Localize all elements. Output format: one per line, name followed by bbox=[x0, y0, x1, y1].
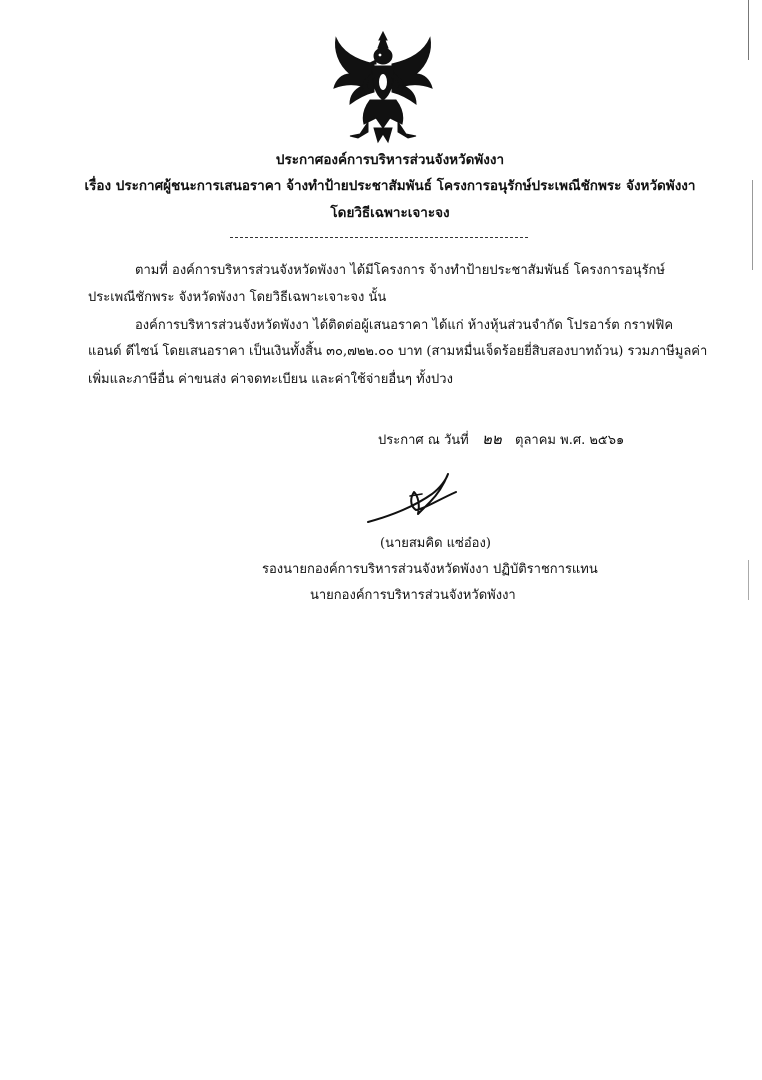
paragraph-1-line-1: ตามที่ องค์การบริหารส่วนจังหวัดพังงา ได้มีโครงการ จ้างทำป้ายประชาสัมพันธ์ โครงการอนุรักษ์ bbox=[135, 263, 665, 278]
paragraph-2-line-1: องค์การบริหารส่วนจังหวัดพังงา ได้ติดต่อผู้เสนอราคา ได้แก่ ห้างหุ้นส่วนจำกัด โปรอาร์ต กราฟฟิค bbox=[135, 318, 674, 333]
paragraph-2-line-3: เพิ่มและภาษีอื่น ค่าขนส่ง ค่าจดทะเบียน และค่าใช้จ่ายอื่นๆ ทั้งปวง bbox=[88, 372, 453, 387]
announcement-issuer: ประกาศองค์การบริหารส่วนจังหวัดพังงา bbox=[275, 152, 505, 168]
garuda-emblem-icon bbox=[328, 30, 438, 145]
paragraph-1-line-2: ประเพณีชักพระ จังหวัดพังงา โดยวิธีเฉพาะเจาะจง นั้น bbox=[88, 290, 387, 305]
paragraph-2-line-2: แอนด์ ดีไซน์ โดยเสนอราคา เป็นเงินทั้งสิ้น ๓๐,๗๒๒.๐๐ บาท (สามหมื่นเจ็ดร้อยยี่สิบสองบาทถ้วน) รวมภาษีมูลค่า bbox=[88, 344, 708, 359]
announcement-date bbox=[378, 430, 624, 450]
announcement-subject: เรื่อง ประกาศผู้ชนะการเสนอราคา จ้างทำป้ายประชาสัมพันธ์ โครงการอนุรักษ์ประเพณีชักพระ จังหวัดพังงา bbox=[84, 178, 696, 194]
signatory-title-on-behalf: นายกองค์การบริหารส่วนจังหวัดพังงา bbox=[310, 588, 516, 603]
date-prefix: ประกาศ ณ วันที่ bbox=[378, 433, 469, 448]
signatory-name: (นายสมคิด แซ่อ๋อง) bbox=[380, 536, 491, 551]
header-divider bbox=[230, 237, 528, 238]
scan-edge-mark bbox=[748, 0, 749, 60]
date-suffix: ตุลาคม พ.ศ. ๒๕๖๑ bbox=[515, 433, 625, 448]
handwritten-signature-icon bbox=[360, 470, 470, 530]
scan-edge-mark bbox=[748, 560, 749, 600]
scan-edge-mark bbox=[752, 180, 753, 270]
signatory-title: รองนายกองค์การบริหารส่วนจังหวัดพังงา ปฏิบัติราชการแทน bbox=[262, 562, 598, 577]
announcement-method: โดยวิธีเฉพาะเจาะจง bbox=[330, 205, 450, 221]
date-day: ๒๒ bbox=[481, 430, 502, 448]
